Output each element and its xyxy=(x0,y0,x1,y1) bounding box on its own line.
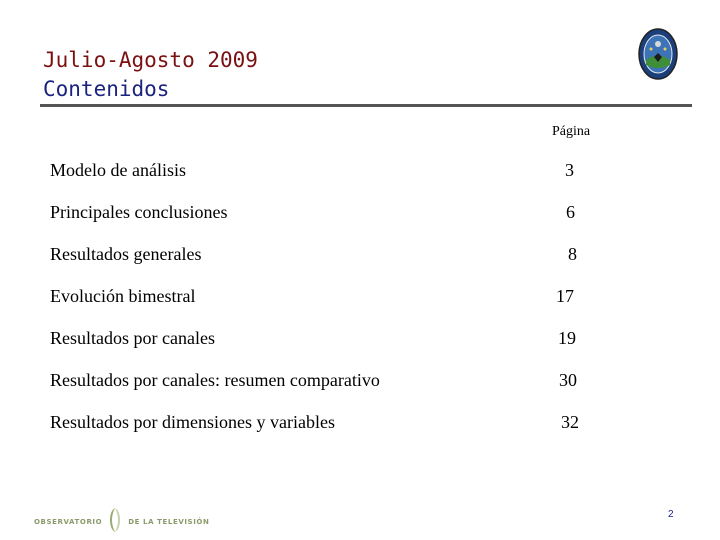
title-line-date: Julio-Agosto 2009 xyxy=(43,48,258,72)
title-line-contents: Contenidos xyxy=(43,77,170,101)
toc-item-label: Resultados por canales: resumen comparativo xyxy=(50,370,380,390)
page-column-header: Página xyxy=(552,124,591,139)
toc-item-label: Principales conclusiones xyxy=(50,202,228,222)
toc-item-page: 19 xyxy=(558,328,576,348)
title-divider xyxy=(40,104,692,107)
toc-item-label: Resultados por dimensiones y variables xyxy=(50,412,335,432)
toc-item-conclusiones[interactable] xyxy=(50,202,610,226)
toc-item-label: Modelo de análisis xyxy=(50,160,186,180)
toc-item-page: 32 xyxy=(561,412,579,432)
toc-item-canales-resumen[interactable] xyxy=(50,370,610,394)
toc-item-page: 8 xyxy=(568,244,577,264)
logo-mark-icon xyxy=(109,507,121,538)
logo-text-right: DE LA TELEVISIÓN xyxy=(128,518,210,526)
toc-item-page: 6 xyxy=(566,202,575,222)
toc-item-generales[interactable] xyxy=(50,244,610,268)
toc-item-label: Resultados generales xyxy=(50,244,202,264)
slide-number: 2 xyxy=(668,509,674,520)
slide-title xyxy=(43,46,258,104)
toc-item-label: Resultados por canales xyxy=(50,328,215,348)
toc-item-modelo[interactable] xyxy=(50,160,610,184)
toc-item-dimensiones[interactable] xyxy=(50,412,610,436)
toc-item-page: 30 xyxy=(559,370,577,390)
toc-item-label: Evolución bimestral xyxy=(50,286,196,306)
toc-item-page: 17 xyxy=(556,286,574,306)
toc-item-evolucion[interactable] xyxy=(50,286,610,310)
logo-text-left: OBSERVATORIO xyxy=(34,518,103,526)
observatorio-logo xyxy=(34,508,209,536)
toc-item-canales[interactable] xyxy=(50,328,610,352)
toc-item-page: 3 xyxy=(565,160,574,180)
seal-icon xyxy=(637,27,679,81)
